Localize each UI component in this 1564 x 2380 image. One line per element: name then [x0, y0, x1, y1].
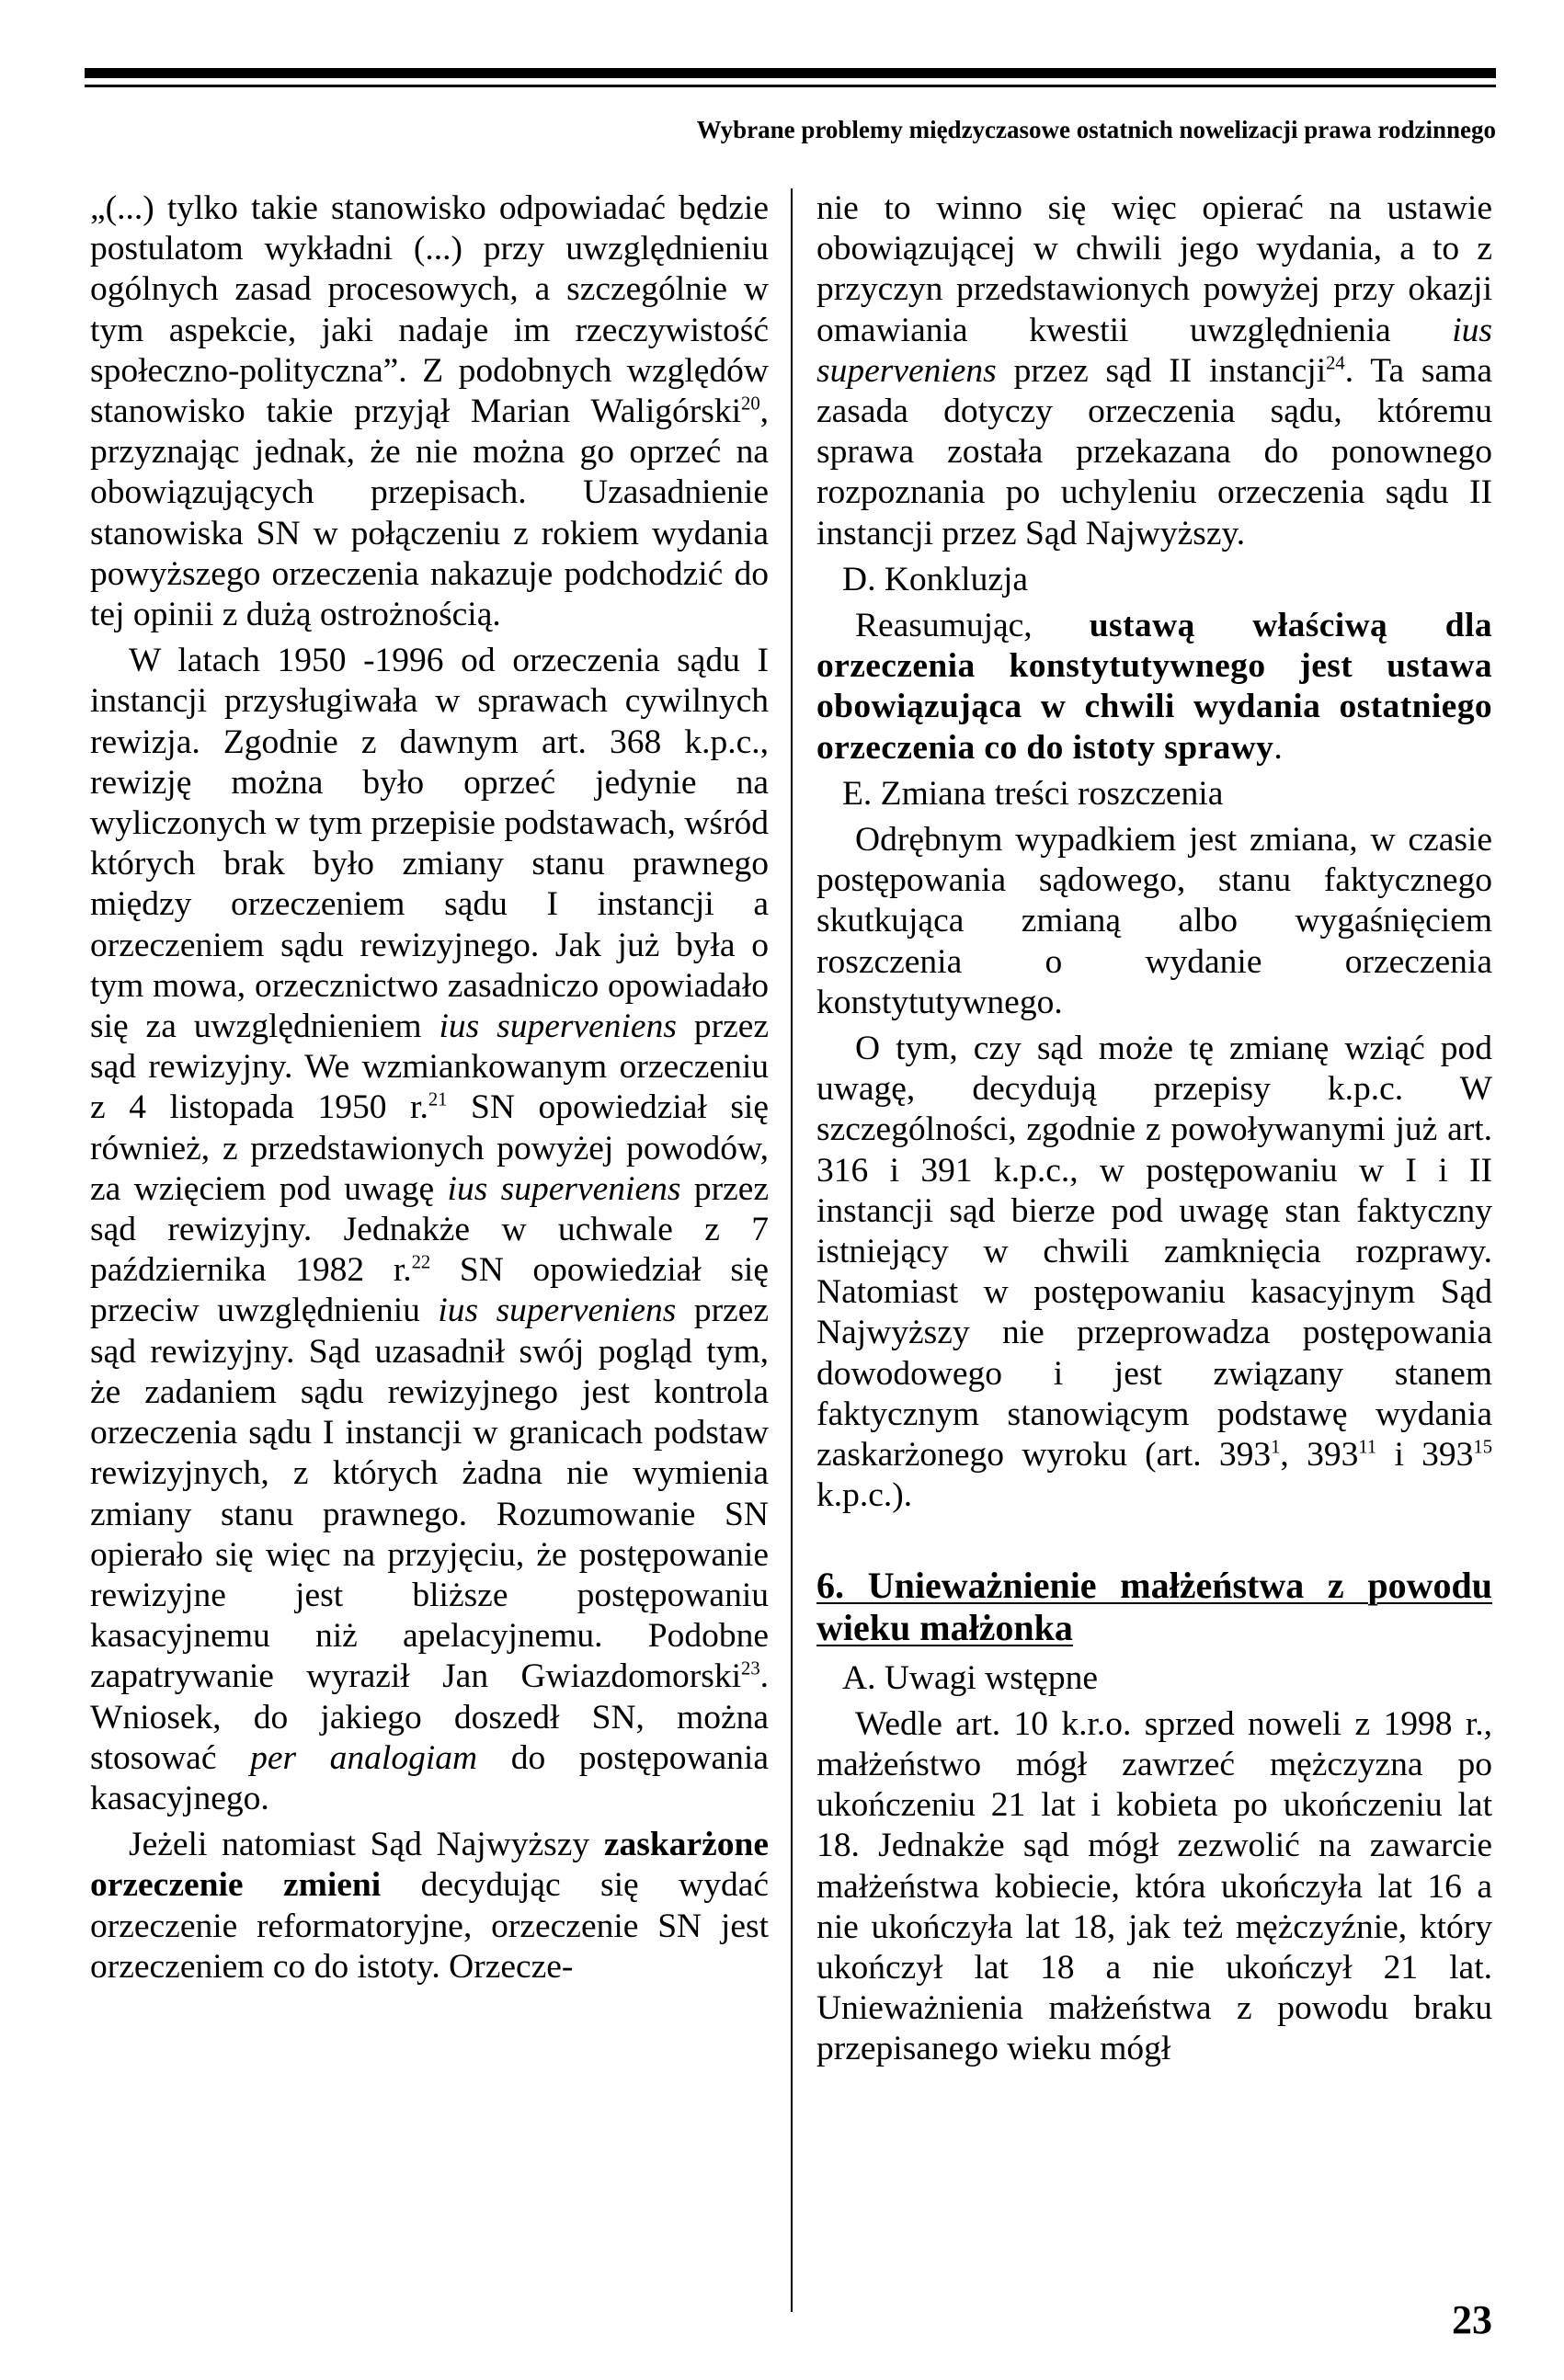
- paragraph: Jeżeli natomiast Sąd Najwyższy zaskarżone orzeczenie zmieni decydując się wydać orzeczenie reformatoryjne, orzeczenie SN jest orzeczeniem co do istoty. Orzecze-: [90, 1826, 769, 1986]
- footnote-ref: 20: [741, 393, 760, 415]
- header-rule-thin: [85, 85, 1496, 87]
- left-column: [90, 188, 769, 1987]
- footnote-ref: 23: [741, 1658, 760, 1680]
- paragraph: Wedle art. 10 k.r.o. sprzed noweli z 1998 r., małżeństwo mógł zawrzeć mężczyzna po ukończeniu 21 lat i kobieta po ukończeniu lat 18. Jednakże sąd mógł zezwolić na zawarcie małżeństwa kobiecie, która ukończyła lat 16 a nie ukończyła lat 18, jak też mężczyźnie, który ukończył lat 18 a nie ukończył 21 lat. Unieważnienia małżeństwa z powodu braku przepisanego wieku mógł: [816, 1704, 1492, 2068]
- footnote-ref: 21: [428, 1089, 448, 1110]
- section-title: 6. Unieważnienie małżeństwa z powodu wieku małżonka: [816, 1564, 1492, 1648]
- paragraph: Reasumując, ustawą właściwą dla orzeczenia konstytutywnego jest ustawa obowiązująca w chwili wydania ostatniego orzeczenia co do istoty sprawy.: [816, 607, 1492, 767]
- running-header: Wybrane problemy międzyczasowe ostatnich nowelizacji prawa rodzinnego: [696, 116, 1496, 143]
- paragraph: W latach 1950 -1996 od orzeczenia sądu I instancji przysługiwała w sprawach cywilnych rewizja. Zgodnie z dawnym art. 368 k.p.c., rewizję można było oprzeć jedynie na wyliczonych w tym przepisie podstawach, wśród których brak było zmiany stanu prawnego między orzeczeniem sądu I instancji a orzeczeniem sądu rewizyjnego. Jak już była o tym mowa, orzecznictwo zasadniczo opowiadało się za uwzględnieniem ius superveniens przez sąd rewizyjny. We wzmiankowanym orzeczeniu z 4 listopada 1950 r.$^{21}$ SN opowiedział się również, z przedstawionych powyżej powodów, za wzięciem pod uwagę ius superveniens przez sąd rewizyjny. Jednakże w uchwale z 7 października 1982 r.$^{22}$ SN opowiedział się przeciw uwzględnieniu ius superveniens przez sąd rewizyjny. Sąd uzasadnił swój pogląd tym, że zadaniem sądu rewizyjnego jest kontrola orzeczenia sądu I instancji w granicach podstaw rewizyjnych, z których żadna nie wymienia zmiany stanu prawnego. Rozumowanie SN opierało się więc na przyjęciu, że postępowanie rewizyjne jest bliższe postępowaniu kasacyjnemu niż apelacyjnemu. Podobne zapatrywanie wyraził Jan Gwiazdomorski$^{23}$. Wniosek, do jakiego doszedł SN, można stosować per analogiam do postępowania kasacyjnego.: [90, 642, 770, 1817]
- paragraph: O tym, czy sąd może tę zmianę wziąć pod uwagę, decydują przepisy k.p.c. W szczególności, zgodnie z powoływanymi już art. 316 i 391 k.p.c., w postępowaniu w I i II instancji sąd bierze pod uwagę stan faktyczny istniejący w chwili zamknięcia rozprawy. Natomiast w postępowaniu kasacyjnym Sąd Najwyższy nie przeprowadza postępowania dowodowego i jest związany stanem faktycznym stanowiącym podstawę wydania zaskarżonego wyroku (art. $393^1$, $393^{11}$ i $393^{15}$ k.p.c.).: [816, 1030, 1493, 1515]
- footnote-ref: 24: [1326, 353, 1345, 374]
- header-rule-thick: [85, 68, 1496, 78]
- paragraph: „(...) tylko takie stanowisko odpowiadać będzie postulatom wykładni (...) przy uwzględnieniu ogólnych zasad procesowych, a szczególnie w tym aspekcie, jaki nadaje im rzeczywistość społeczno-polityczna”. Z podobnych względów stanowisko takie przyjął Marian Waligórski$^{20}$, przyznając jednak, że nie można go oprzeć na obowiązujących przepisach. Uzasadnienie stanowiska SN w połączeniu z rokiem wydania powyższego orzeczenia nakazuje podchodzić do tej opinii z dużą ostrożnością.: [90, 189, 769, 634]
- right-column: [816, 188, 1492, 2070]
- column-divider: [791, 188, 793, 2312]
- subheading-intro: A. Uwagi wstępne: [842, 1658, 1099, 1697]
- paragraph: Odrębnym wypadkiem jest zmiana, w czasie postępowania sądowego, stanu faktycznego skutkująca zmianą albo wygaśnięciem roszczenia o wydanie orzeczenia konstytutywnego.: [816, 821, 1492, 1021]
- footnote-ref: 22: [411, 1252, 431, 1273]
- page-number: 23: [1452, 2297, 1492, 2342]
- paragraph: nie to winno się więc opierać na ustawie obowiązującej w chwili jego wydania, a to z przyczyn przedstawionych powyżej przy okazji omawiania kwestii uwzględnienia ius superveniens przez sąd II instancji$^{24}$. Ta sama zasada dotyczy orzeczenia sądu, któremu sprawa została przekazana do ponownego rozpoznania po uchyleniu orzeczenia sądu II instancji przez Sąd Najwyższy.: [816, 189, 1492, 552]
- bold-phrase: zaskarżone orzeczenie zmieni: [90, 1826, 769, 1905]
- subheading-claim-change: E. Zmiana treści roszczenia: [842, 774, 1224, 813]
- subheading-conclusion: D. Konkluzja: [842, 560, 1029, 598]
- bold-conclusion: ustawą właściwą dla orzeczenia konstytutywnego jest ustawa obowiązująca w chwili wydania ostatniego orzeczenia co do istoty sprawy: [816, 607, 1492, 767]
